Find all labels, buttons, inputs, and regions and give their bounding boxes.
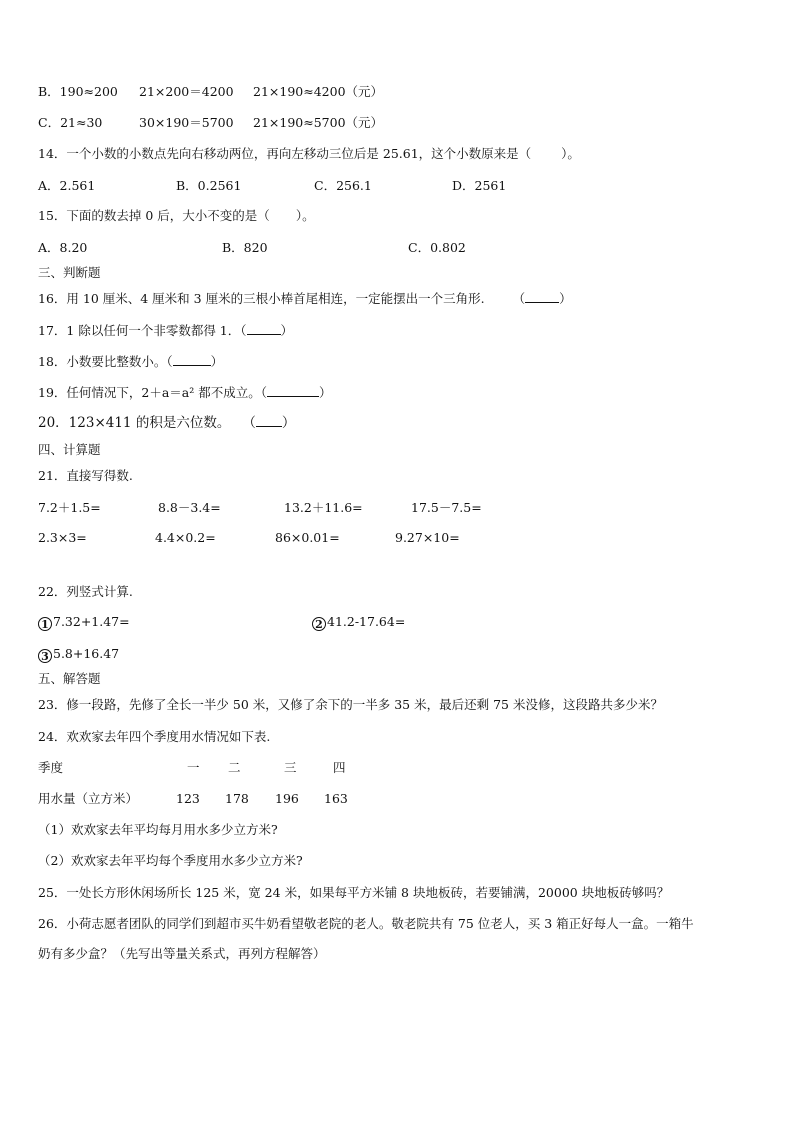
section-title-judgement: 三、判断题 bbox=[38, 265, 101, 280]
section-title-calculation: 四、计算题 bbox=[38, 442, 101, 457]
q18-stem bbox=[38, 354, 223, 370]
q26-stem-line2: 奶有多少盒？（先写出等量关系式，再列方程解答） bbox=[38, 946, 326, 961]
q14-option-c: C．256.1 bbox=[314, 178, 372, 193]
q18-paren-open: （ bbox=[166, 354, 173, 369]
q22-item-1 bbox=[38, 614, 130, 631]
q21-item: 7.2＋1.5= bbox=[38, 500, 101, 515]
q24-usage: 163 bbox=[324, 791, 348, 806]
q21-item: 9.27×10= bbox=[395, 530, 460, 545]
q13-option-b-step3: 21×190≈4200（元） bbox=[253, 84, 384, 99]
q16-stem bbox=[38, 291, 572, 307]
q24-stem: 24．欢欢家去年四个季度用水情况如下表. bbox=[38, 729, 271, 744]
q17-paren-open: （ bbox=[240, 323, 247, 338]
circled-number-3: 3 bbox=[38, 649, 52, 663]
q13-option-c: C．21≈30 bbox=[38, 115, 103, 130]
q20-text: 20．123×411 的积是六位数。 bbox=[38, 415, 231, 431]
q15-option-b: B．820 bbox=[222, 240, 268, 255]
q24-usage: 196 bbox=[275, 791, 299, 806]
q22-expr-3: 5.8+16.47 bbox=[53, 646, 120, 661]
q24-row-label-quarter: 季度 bbox=[38, 760, 64, 775]
q18-paren-close: ） bbox=[210, 354, 224, 369]
q19-text: 19．任何情况下，2＋a＝a² 都不成立。 bbox=[38, 385, 261, 400]
q21-item: 8.8－3.4= bbox=[158, 500, 221, 515]
q18-text: 18．小数要比整数小。 bbox=[38, 354, 167, 369]
q20-answer-blank[interactable] bbox=[256, 415, 282, 427]
q19-paren-open: （ bbox=[260, 385, 268, 400]
q16-paren-close: ） bbox=[559, 291, 572, 306]
q13-option-c-step3: 21×190≈5700（元） bbox=[253, 115, 384, 130]
q21-item: 4.4×0.2= bbox=[155, 530, 216, 545]
q14-stem bbox=[38, 146, 580, 162]
q22-stem: 22．列竖式计算. bbox=[38, 584, 133, 599]
q21-item: 13.2＋11.6= bbox=[284, 500, 363, 515]
q20-paren-close: ） bbox=[281, 415, 296, 431]
q19-stem bbox=[38, 385, 332, 401]
q15-stem-text: 15．下面的数去掉 0 后，大小不变的是（ bbox=[38, 208, 270, 223]
q14-option-b: B．0.2561 bbox=[176, 178, 242, 193]
q24-quarter: 三 bbox=[284, 760, 297, 775]
q22-item-3 bbox=[38, 646, 119, 663]
q20-paren-open: （ bbox=[242, 415, 256, 431]
q24-usage: 123 bbox=[176, 791, 200, 806]
q22-item-2 bbox=[312, 614, 405, 631]
q21-item: 17.5－7.5= bbox=[411, 500, 482, 515]
q14-stem-end: ）。 bbox=[561, 146, 580, 161]
q24-sub-question-1: （1）欢欢家去年平均每月用水多少立方米? bbox=[38, 822, 278, 837]
section-title-word-problems: 五、解答题 bbox=[38, 671, 101, 686]
q15-option-c: C．0.802 bbox=[408, 240, 466, 255]
q18-answer-blank[interactable] bbox=[173, 354, 211, 366]
q14-stem-text: 14．一个小数的小数点先向右移动两位，再向左移动三位后是 25.61，这个小数原来是（ bbox=[38, 146, 532, 161]
q22-expr-2: 41.2-17.64= bbox=[327, 614, 406, 629]
q24-usage: 178 bbox=[225, 791, 249, 806]
q24-row-label-usage: 用水量（立方米） bbox=[38, 791, 139, 806]
q24-quarter: 四 bbox=[333, 760, 346, 775]
q26-stem-line1: 26．小荷志愿者团队的同学们到超市买牛奶看望敬老院的老人。敬老院共有 75 位老人，买 3 箱正好每人一盒。一箱牛 bbox=[38, 916, 694, 931]
q23-stem: 23．修一段路，先修了全长一半少 50 米，又修了余下的一半多 35 米，最后还剩 75 米没修，这段路共多少米？ bbox=[38, 697, 663, 712]
q22-expr-1: 7.32+1.47= bbox=[53, 614, 130, 629]
q21-stem: 21．直接写得数. bbox=[38, 468, 133, 483]
q17-text: 17．1 除以任何一个非零数都得 1． bbox=[38, 323, 241, 338]
q15-stem-end: ）。 bbox=[295, 208, 315, 223]
q14-option-a: A．2.561 bbox=[38, 178, 96, 193]
q17-stem bbox=[38, 323, 293, 339]
q16-text: 16．用 10 厘米、4 厘米和 3 厘米的三根小棒首尾相连，一定能摆出一个三角形. bbox=[38, 291, 485, 306]
q16-answer-blank[interactable] bbox=[525, 291, 559, 303]
q17-paren-close: ） bbox=[280, 323, 294, 338]
circled-number-1: 1 bbox=[38, 617, 52, 631]
q19-paren-close: ） bbox=[319, 385, 332, 400]
circled-number-2: 2 bbox=[312, 617, 326, 631]
q20-stem bbox=[38, 415, 295, 431]
q13-option-b-step2: 21×200＝4200 bbox=[139, 84, 234, 99]
q15-stem bbox=[38, 208, 315, 224]
q21-item: 2.3×3= bbox=[38, 530, 87, 545]
q15-option-a: A．8.20 bbox=[38, 240, 88, 255]
q24-sub-question-2: （2）欢欢家去年平均每个季度用水多少立方米? bbox=[38, 853, 303, 868]
q13-option-c-step2: 30×190＝5700 bbox=[139, 115, 234, 130]
q13-option-b: B．190≈200 bbox=[38, 84, 118, 99]
q21-item: 86×0.01= bbox=[275, 530, 340, 545]
q17-answer-blank[interactable] bbox=[247, 323, 281, 335]
q14-option-d: D．2561 bbox=[452, 178, 507, 193]
q25-stem: 25．一处长方形休闲场所长 125 米，宽 24 米，如果每平方米铺 8 块地板砖，若要铺满，20000 块地板砖够吗？ bbox=[38, 885, 670, 900]
q16-paren-open: （ bbox=[512, 291, 526, 306]
q19-answer-blank[interactable] bbox=[267, 385, 319, 397]
q24-quarter: 一 bbox=[187, 760, 200, 775]
q24-quarter: 二 bbox=[228, 760, 241, 775]
